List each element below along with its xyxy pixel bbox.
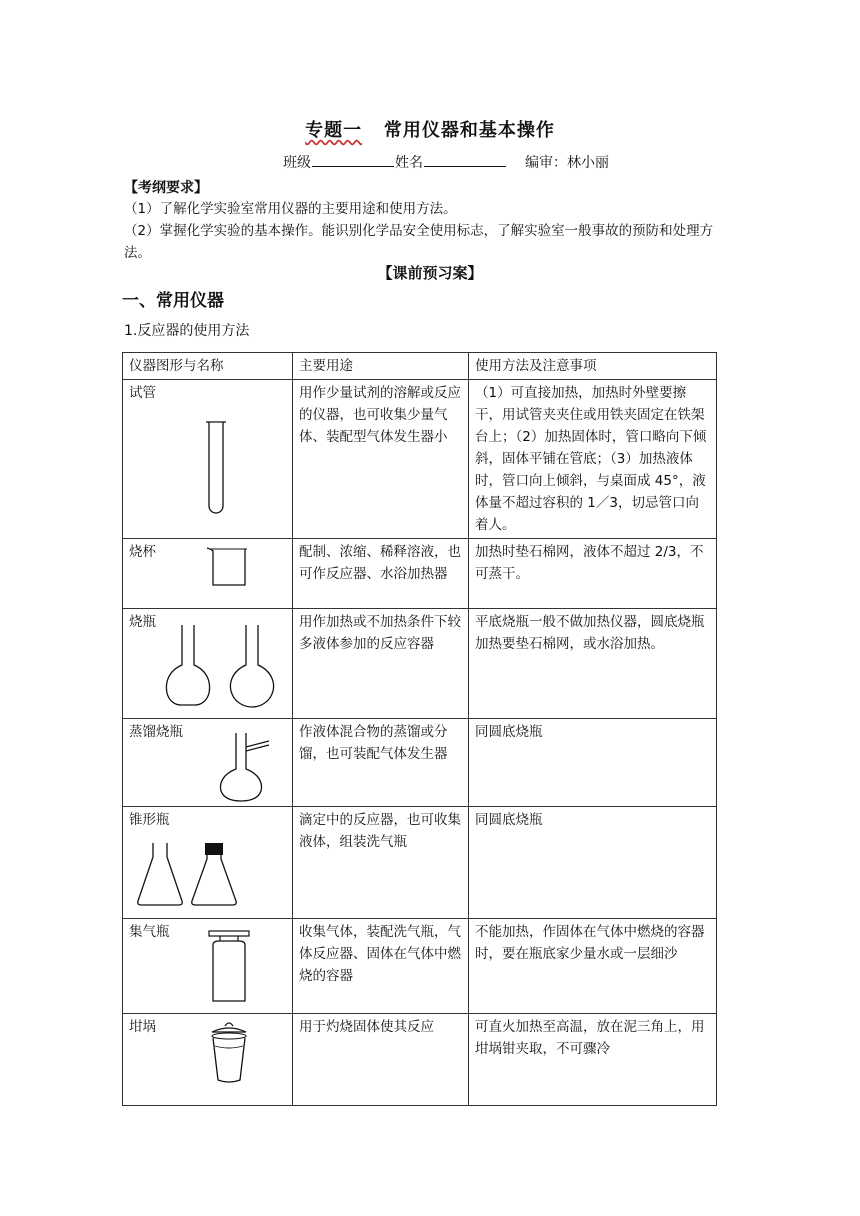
header-cell: 使用方法及注意事项 xyxy=(469,353,717,380)
page-title xyxy=(0,116,860,142)
table-row xyxy=(123,1014,717,1106)
notes-cell: 平底烧瓶一般不做加热仪器，圆底烧瓶加热要垫石棉网，或水浴加热。 xyxy=(469,609,717,719)
sub-heading: 1.反应器的使用方法 xyxy=(124,323,250,339)
instrument-name: 集气瓶 xyxy=(129,924,170,940)
instrument-name: 试管 xyxy=(129,385,156,401)
name-label: 姓名 xyxy=(395,155,423,171)
instrument-cell xyxy=(123,1014,293,1106)
notes-cell: 同圆底烧瓶 xyxy=(469,807,717,919)
erlenmeyer-flask-stoppered-icon xyxy=(189,841,239,907)
crucible-icon xyxy=(209,1020,249,1086)
instrument-cell xyxy=(123,539,293,609)
instrument-name: 锥形瓶 xyxy=(129,812,170,828)
instrument-table xyxy=(122,352,717,1106)
section-heading: 一、常用仪器 xyxy=(122,291,224,311)
notes-cell: 同圆底烧瓶 xyxy=(469,719,717,807)
usage-cell: 作液体混合物的蒸馏或分馏，也可装配气体发生器 xyxy=(293,719,469,807)
requirement-item: （2）掌握化学实验的基本操作。能识别化学品安全使用标志，了解实验室一般事故的预防和处理方法。 xyxy=(124,223,714,261)
usage-cell: 用于灼烧固体使其反应 xyxy=(293,1014,469,1106)
table-row xyxy=(123,539,717,609)
table-row xyxy=(123,609,717,719)
test-tube-icon xyxy=(201,420,231,520)
table-row xyxy=(123,807,717,919)
table-row xyxy=(123,919,717,1014)
round-flask-icon xyxy=(227,623,277,709)
class-blank xyxy=(312,154,394,167)
requirement-item: （1）了解化学实验室常用仪器的主要用途和使用方法。 xyxy=(124,201,457,217)
beaker-icon xyxy=(205,545,251,589)
instrument-name: 坩埚 xyxy=(129,1019,156,1035)
gas-jar-icon xyxy=(205,929,255,1005)
editor-label: 编审：林小丽 xyxy=(525,155,609,171)
instrument-cell xyxy=(123,807,293,919)
title-topic: 专题一 xyxy=(305,120,363,141)
table-row xyxy=(123,380,717,539)
instrument-cell xyxy=(123,719,293,807)
instrument-cell xyxy=(123,380,293,539)
title-main: 常用仪器和基本操作 xyxy=(383,120,555,141)
usage-cell: 用作加热或不加热条件下较多液体参加的反应容器 xyxy=(293,609,469,719)
usage-cell: 用作少量试剂的溶解或反应的仪器，也可收集少量气体、装配型气体发生器小 xyxy=(293,380,469,539)
distilling-flask-icon xyxy=(215,731,275,803)
usage-cell: 滴定中的反应器，也可收集液体，组装洗气瓶 xyxy=(293,807,469,919)
notes-cell: 加热时垫石棉网，液体不超过 2/3，不可蒸干。 xyxy=(469,539,717,609)
header-cell: 仪器图形与名称 xyxy=(123,353,293,380)
notes-cell: （1）可直接加热，加热时外壁要擦干，用试管夹夹住或用铁夹固定在铁架台上；（2）加热固体时，管口略向下倾斜，固体平铺在管底；（3）加热液体时，管口向上倾斜，与桌面成 45°，液体量不超过容积的 1／3，切忌管口向着人。 xyxy=(469,380,717,539)
instrument-cell xyxy=(123,919,293,1014)
erlenmeyer-flask-icon xyxy=(135,841,185,907)
instrument-name: 蒸馏烧瓶 xyxy=(129,724,183,740)
notes-cell: 可直火加热至高温，放在泥三角上，用坩埚钳夹取，不可骤冷 xyxy=(469,1014,717,1106)
instrument-cell xyxy=(123,609,293,719)
name-blank xyxy=(424,154,506,167)
class-label: 班级 xyxy=(283,155,311,171)
preview-heading: 【课前预习案】 xyxy=(377,264,483,282)
header-cell: 主要用途 xyxy=(293,353,469,380)
instrument-name: 烧瓶 xyxy=(129,614,156,630)
flat-flask-icon xyxy=(163,623,213,709)
class-name-line xyxy=(283,152,609,172)
requirements-heading: 【考纲要求】 xyxy=(124,180,208,196)
usage-cell: 收集气体，装配洗气瓶，气体反应器、固体在气体中燃烧的容器 xyxy=(293,919,469,1014)
notes-cell: 不能加热，作固体在气体中燃烧的容器时，要在瓶底家少量水或一层细沙 xyxy=(469,919,717,1014)
table-header-row xyxy=(123,353,717,380)
usage-cell: 配制、浓缩、稀释溶液，也可作反应器、水浴加热器 xyxy=(293,539,469,609)
instrument-name: 烧杯 xyxy=(129,544,156,560)
table-row xyxy=(123,719,717,807)
